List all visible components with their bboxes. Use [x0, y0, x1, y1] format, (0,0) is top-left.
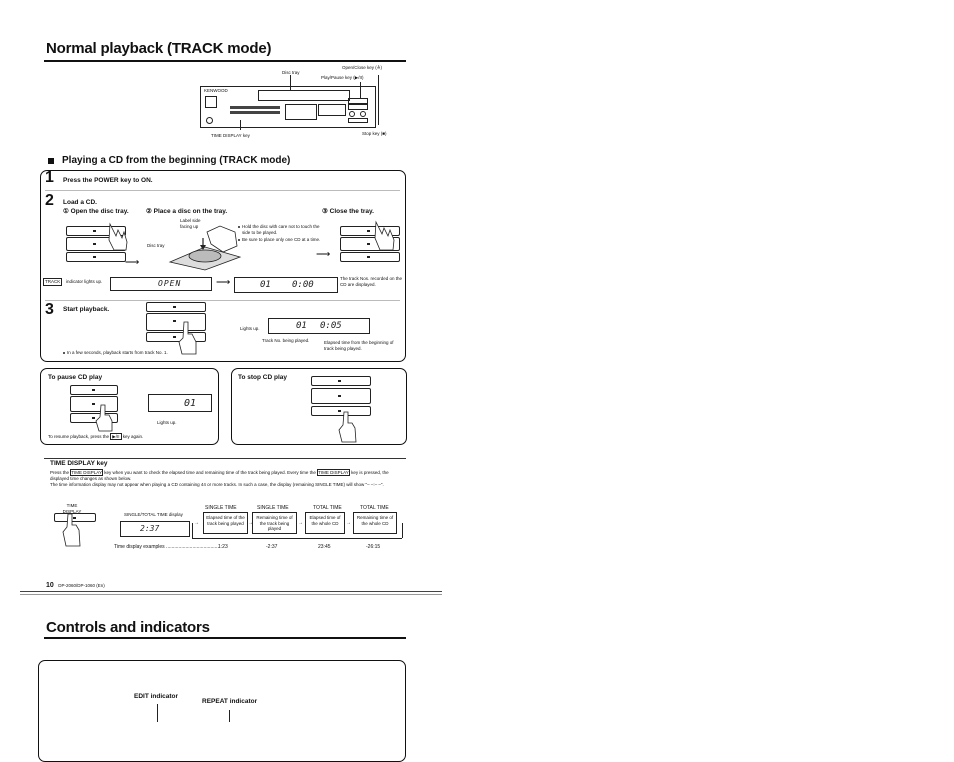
time-display-key-box: TIME DISPLAY: [318, 470, 349, 475]
step2-number: 2: [45, 192, 54, 209]
track-display-number: 01: [260, 280, 271, 290]
controls-box: [38, 660, 406, 762]
example-3: 23:45: [318, 544, 331, 550]
open-close-key-label: Open/Close key (≜): [342, 65, 383, 70]
section-heading: Playing a CD from the beginning (TRACK mode): [62, 155, 291, 166]
time-display-key-label: TIME DISPLAY key: [211, 133, 250, 138]
step3-footnote: In a few seconds, playback starts from track No. 1.: [67, 350, 168, 355]
time-display-para2: The time information display may not appear when playing a CD containing 44 or more tracks. In such a case, the display (remaining SINGLE TIME) will show "– –:– –".: [50, 482, 384, 487]
step3-number: 3: [45, 301, 54, 318]
elapsed-note: Elapsed time from the beginning of track being played.: [324, 340, 394, 351]
playing-display: [268, 318, 370, 334]
step2-close-tray: ③ Close the tray.: [322, 208, 374, 215]
single-total-time-value: 2:37: [140, 524, 160, 533]
disc-note-2: Be sure to place only one CD at a time.: [242, 237, 321, 242]
play-pause-key-label: Play/Pause key (▶/II): [321, 75, 364, 80]
step2-place-disc: ② Place a disc on the tray.: [146, 208, 228, 215]
arrow-icon: ⟶: [316, 249, 331, 260]
page-footer: [46, 574, 105, 592]
disc-placement-illustration: [165, 222, 245, 272]
example-4: -26:15: [366, 544, 381, 550]
arrow-icon: →: [346, 520, 351, 526]
mode-box-2: Remaining time of the track being played: [252, 512, 297, 534]
track-display: [234, 277, 338, 293]
col-header-1: SINGLE TIME: [205, 505, 237, 511]
page-title: Normal playback (TRACK mode): [46, 40, 272, 57]
playing-display-time: 0:05: [320, 321, 342, 331]
disc-tray-label: Disc tray: [282, 70, 300, 75]
pause-display-number: 01: [184, 398, 197, 409]
page2-title: Controls and indicators: [46, 619, 210, 636]
page-number: 10: [46, 582, 54, 589]
brand-label: KENWOOD: [204, 88, 228, 93]
pause-lights-up: Lights up.: [157, 420, 177, 425]
cycle-line: [192, 538, 402, 539]
stop-title: To stop CD play: [238, 374, 287, 381]
pause-footnote: To resume playback, press the ▶/II key again.: [48, 434, 144, 439]
arrow-icon: →: [194, 520, 199, 526]
time-examples-label: Time display examples ......................................: [114, 544, 219, 550]
col-header-3: TOTAL TIME: [313, 505, 342, 511]
label-side-text: Label side facing up: [180, 218, 201, 229]
step3-title: Start playback.: [63, 306, 110, 313]
time-display-caption: SINGLE/TOTAL TIME display: [124, 512, 183, 517]
step2-open-tray: ① Open the disc tray.: [63, 208, 129, 215]
step2-title: Load a CD.: [63, 199, 97, 206]
arrow-icon: →: [248, 520, 253, 526]
time-display-para1: Press the TIME DISPLAY key when you want to check the elapsed time and remaining time of the track being played. Every time the TIME DISPLAY key is pressed, the displayed time changes as shown below.: [50, 470, 389, 481]
track-lights-text: indicator lights up.: [66, 279, 103, 284]
step1-number: 1: [45, 169, 54, 186]
arrow-icon: ⟶: [125, 257, 140, 268]
mode-box-1: Elapsed time of the track being played: [203, 512, 248, 534]
track-box-label: TRACK: [45, 279, 61, 284]
model-number: DP-2060/DP-1060 (En): [58, 583, 105, 588]
cycle-line: [402, 523, 403, 538]
lights-up-label: Lights up.: [240, 326, 260, 331]
col-header-4: TOTAL TIME: [360, 505, 389, 511]
mode-box-4: Remaining time of the whole CD: [353, 512, 397, 534]
col-header-2: SINGLE TIME: [257, 505, 289, 511]
repeat-indicator-label: REPEAT indicator: [202, 698, 258, 705]
page-separator: [20, 591, 442, 592]
time-display-key-box: TIME DISPLAY: [71, 470, 102, 475]
track-display-time: 0:00: [292, 280, 314, 290]
cycle-line: [192, 523, 193, 538]
stop-key-label: Stop key (■): [362, 131, 387, 136]
step1-text: Press the POWER key to ON.: [63, 177, 153, 184]
edit-indicator-line: [157, 704, 158, 722]
playing-display-number: 01: [296, 321, 307, 331]
open-display-text: OPEN: [158, 279, 182, 288]
page2-title-rule: [44, 637, 406, 639]
time-display-key-caption: TIME DISPLAY: [62, 503, 82, 514]
example-1: 1:23: [218, 544, 228, 550]
mode-box-3: Elapsed time of the whole CD: [305, 512, 345, 534]
example-2: -2:37: [266, 544, 278, 550]
arrow-icon: ⟶: [216, 277, 231, 288]
time-display-title: TIME DISPLAY key: [50, 460, 108, 467]
disc-tray-text: Disc tray: [147, 243, 165, 248]
edit-indicator-label: EDIT indicator: [134, 693, 179, 700]
title-rule: [44, 60, 406, 62]
arrow-icon: →: [298, 520, 303, 526]
pause-title: To pause CD play: [48, 374, 103, 381]
section-bullet: [48, 158, 54, 164]
disc-note-1: Hold the disc with care not to touch the side to be played.: [242, 224, 320, 235]
track-being-played-label: Track No. being played.: [262, 338, 310, 343]
play-pause-key-box: ▶/II: [112, 434, 120, 439]
track-nos-note: The track Nos. recorded on the CD are displayed.: [340, 276, 403, 287]
pause-display: [148, 394, 212, 412]
repeat-indicator-line: [229, 710, 230, 722]
